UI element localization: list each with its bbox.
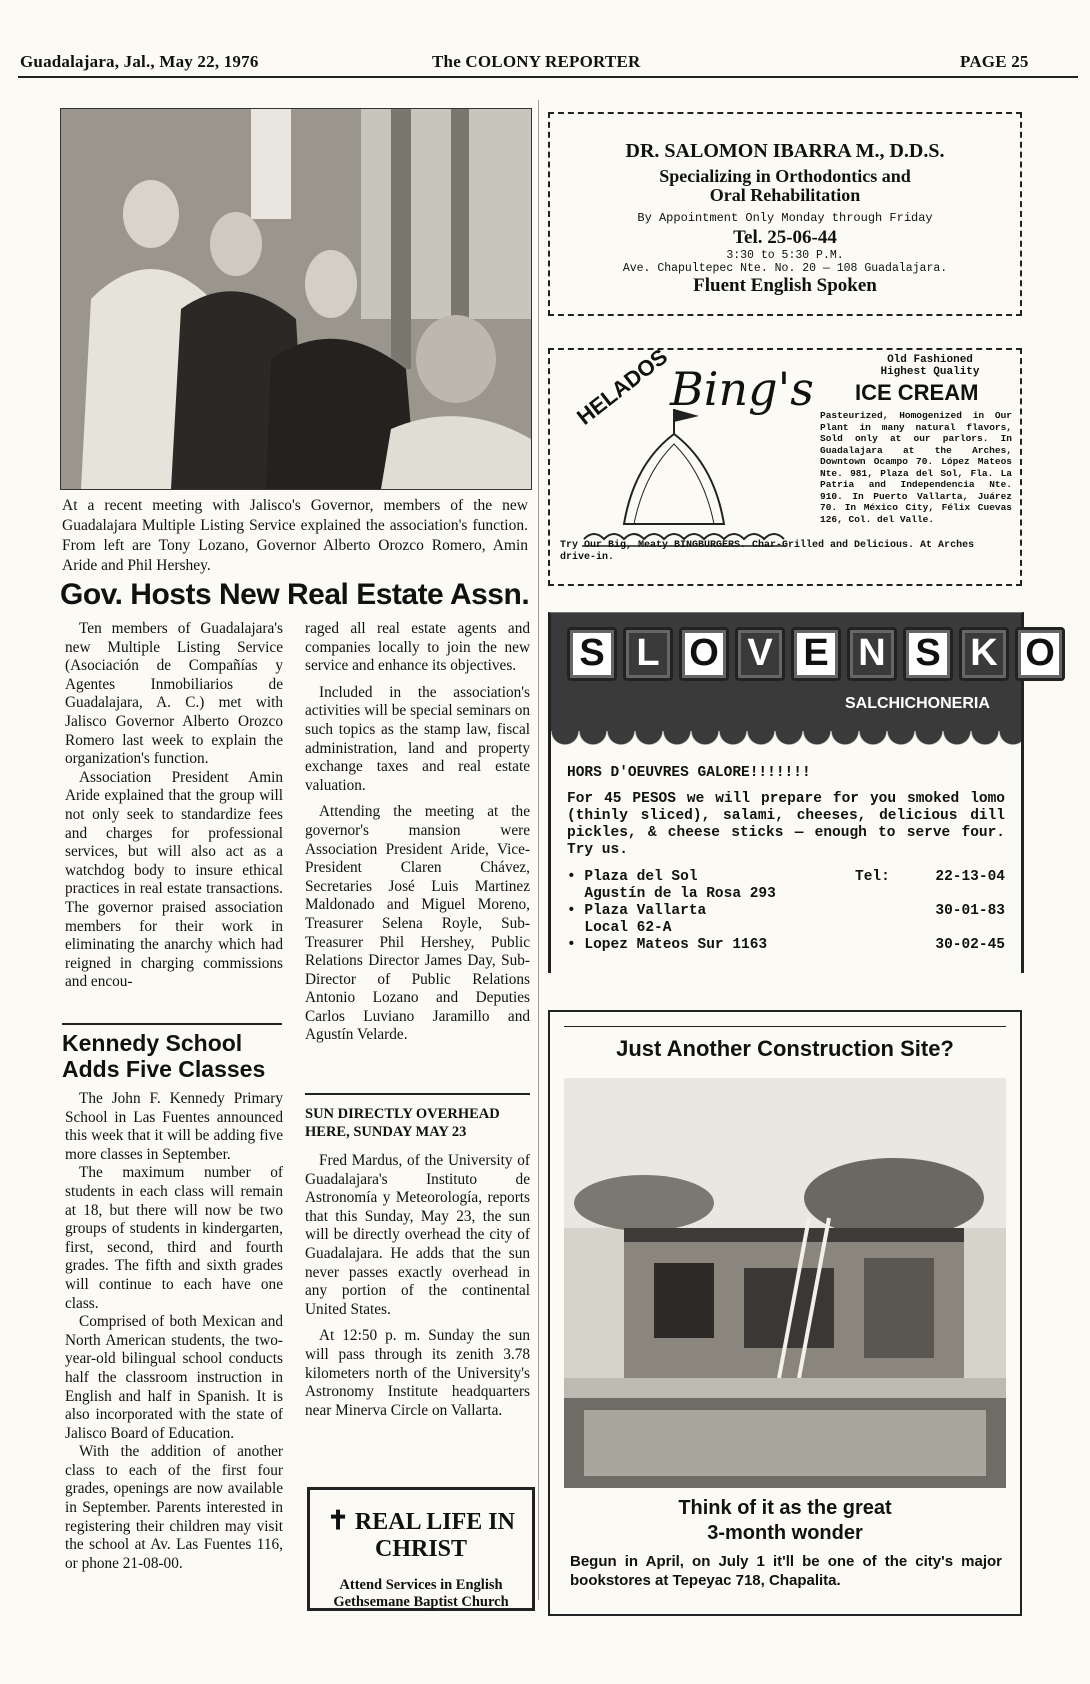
- kennedy-article: [65, 1090, 283, 1573]
- dentist-tel: Tel. 25-06-44: [733, 227, 837, 248]
- dentist-ad: [548, 112, 1022, 316]
- construction-headline: Just Another Construction Site?: [616, 1036, 954, 1061]
- location-tel-label: [855, 886, 915, 903]
- slovensko-letter-tile: N: [847, 627, 897, 681]
- dentist-spec2: Oral Rehabilitation: [709, 185, 861, 205]
- sun-headline: SUN DIRECTLY OVERHEAD HERE, SUNDAY MAY 23: [305, 1106, 500, 1140]
- location-tel: 30-02-45: [935, 937, 1005, 953]
- location-tel-label: Tel:: [855, 869, 890, 885]
- slovensko-letter-tile: V: [735, 627, 785, 681]
- dentist-appointment: By Appointment Only Monday through Friday: [637, 211, 933, 225]
- slovensko-sub: SALCHICHONERIA: [845, 695, 990, 712]
- slovensko-hors: HORS D'OEUVRES GALORE!!!!!!!: [567, 765, 811, 781]
- kennedy-headline: Kennedy School Adds Five Classes: [62, 1030, 266, 1082]
- slovensko-ad: [548, 612, 1055, 973]
- dentist-english: Fluent English Spoken: [693, 275, 877, 296]
- location-tel: 22-13-04: [935, 869, 1005, 885]
- location-tel: [915, 920, 1005, 937]
- bings-body: Pasteurized, Homogenized in Our Plant in many natural flavors, Sold only at our parlors. In Guadalajara at the Arches, Downtown Ocampo 70. López Mateos Nte. 981, Plaza del Sol, Fla. La Patria and Independencia Nte. 910. In Puerto Vallarta, Juárez 70. In México City, Félix Cuevas 126, Col. del Valle.: [820, 410, 1012, 525]
- article-paragraph: Included in the association's activities will be special seminars on such topics as the stamp law, fiscal administration, land and property exchange taxes and real estate valuation.: [305, 683, 530, 794]
- article-col-2: [305, 620, 530, 1045]
- dentist-address: Ave. Chapultepec Nte. No. 20 — 108 Guadalajara.: [622, 262, 948, 275]
- meeting-photo: [60, 108, 532, 490]
- location-name: Agustín de la Rosa 293: [567, 886, 776, 902]
- article-paragraph: Fred Mardus, of the University of Guadalajara's Instituto de Astronomía y Meteorología, reports that this Sunday, May 23, the sun will be directly overhead the city of Guadalajara. He adds that the sun never passes exactly overhead in any portion of the continental United States.: [305, 1152, 530, 1318]
- location-tel: 30-01-83: [935, 903, 1005, 919]
- article-paragraph: The John F. Kennedy Primary School in Las Fuentes announced this week that it will be adding five more classes in September.: [65, 1090, 283, 1163]
- bings-ice-cream: ICE CREAM: [855, 380, 979, 405]
- bings-helados: HELADOS: [572, 343, 673, 430]
- construction-think1: Think of it as the great: [678, 1497, 892, 1519]
- article-paragraph: The maximum number of students in each class will remain at 18, but there will now be two groups of students in kindergarten, first, second, third and fourth grades. The fifth and sixth grades will continue to each have one class.: [65, 1164, 283, 1312]
- dateline: Guadalajara, Jal., May 22, 1976: [20, 52, 259, 71]
- slovensko-letter-tile: S: [903, 627, 953, 681]
- real-life-line2: Gethsemane Baptist Church: [333, 1594, 509, 1610]
- slovensko-locations: [567, 869, 1005, 954]
- slovensko-letter-tile: S: [567, 627, 617, 681]
- location-name: • Lopez Mateos Sur 1163: [567, 937, 768, 953]
- dentist-name: DR. SALOMON IBARRA M., D.D.S.: [625, 140, 945, 162]
- location-row: [567, 886, 1005, 903]
- real-life-logo: ✝ REAL LIFE IN CHRIST: [327, 1506, 515, 1562]
- dentist-spec1: Specializing in Orthodontics and: [659, 166, 911, 186]
- slovensko-letter-tile: O: [679, 627, 729, 681]
- location-row: [567, 903, 1005, 920]
- slovensko-banner: [551, 613, 1055, 731]
- slovensko-letter-tile: O: [1015, 627, 1065, 681]
- bings-ad: [548, 343, 1022, 586]
- page-number: PAGE 25: [960, 52, 1029, 71]
- article-paragraph: raged all real estate agents and companies locally to join the new service and enhance its objectives.: [305, 620, 530, 675]
- dentist-hours: 3:30 to 5:30 P.M.: [726, 249, 844, 262]
- location-name: • Plaza Vallarta: [567, 903, 707, 919]
- sun-article: [305, 1152, 530, 1420]
- article-paragraph: Comprised of both Mexican and North American students, the two-year-old bilingual school conducts half the classroom instruction in English and half in Spanish. It is also incorporated with the state of Jalisco Board of Education.: [65, 1313, 283, 1442]
- location-row: [567, 937, 1005, 954]
- construction-ad: [548, 1010, 1022, 1616]
- article-paragraph: With the addition of another class to each of the first four grades, openings are now available in September. Parents interested in registering their children may visit the school at Av. Las Fuentes 116, or phone 21-08-00.: [65, 1443, 283, 1572]
- photo-caption: At a recent meeting with Jalisco's Governor, members of the new Guadalajara Multiple Listing Service explained the association's function. From left are Tony Lozano, Governor Alberto Orozco Romero, Amin Aride and Phil Hershey.: [62, 497, 528, 574]
- location-tel: [915, 886, 1005, 903]
- article-paragraph: Association President Amin Aride explained that the group will not only seek to standardize fees and charges for professional services, but will also act as a watchdog body to insure ethical practices in real estate transactions. The governor praised association members for their work in eliminating the anarchy which had reigned in charging commissions and encou-: [65, 768, 283, 991]
- article-paragraph: Ten members of Guadalajara's new Multiple Listing Service (Asociación de Compañías y Agentes Inmobiliarios de Guadalajara, A. C.) met with Jalisco Governor Alberto Orozco Romero last week to explain the organization's function.: [65, 620, 283, 768]
- article-paragraph: Attending the meeting at the governor's mansion were Association President Aride, Vice-President Claren Chávez, Secretaries José Luis Martinez Maldonado and Miguel Moreno, Treasurer Selena Royle, Sub-Treasurer Phil Hershey, Public Relations Director James Day, Sub-Director of Public Relations Antonio Lozano and Deputies Carlos Luviano Jaramillo and Agustín Velarde.: [305, 803, 530, 1044]
- location-name: • Plaza del Sol: [567, 869, 698, 885]
- slovensko-letter-tile: K: [959, 627, 1009, 681]
- construction-photo: [564, 1078, 1006, 1488]
- location-row: [567, 869, 1005, 886]
- main-headline: Gov. Hosts New Real Estate Assn.: [60, 578, 530, 611]
- location-tel-label: [855, 937, 915, 954]
- slovensko-letter-tile: E: [791, 627, 841, 681]
- location-tel-label: [855, 903, 915, 920]
- location-row: [567, 920, 1005, 937]
- newspaper-name: The COLONY REPORTER: [432, 52, 641, 71]
- real-life-line1: Attend Services in English: [339, 1577, 503, 1593]
- bings-old-fashioned: Old Fashioned: [887, 354, 973, 366]
- slovensko-letters: [567, 627, 1071, 681]
- bings-quality: Highest Quality: [880, 366, 980, 378]
- location-name: Local 62-A: [567, 920, 672, 936]
- construction-think2: 3-month wonder: [707, 1522, 863, 1544]
- article-col-1: [65, 620, 283, 992]
- real-life-ad: [307, 1487, 535, 1611]
- slovensko-body: For 45 PESOS we will prepare for you smoked lomo (thinly sliced), salami, cheeses, delicious dill pickles, & cheese sticks — enough to serve four. Try us.: [567, 791, 1005, 858]
- bings-script: Bing's: [670, 362, 814, 416]
- location-tel-label: [855, 920, 915, 937]
- construction-body: Begun in April, on July 1 it'll be one of the city's major bookstores at Tepeyac 718, Chapalita.: [570, 1553, 1002, 1589]
- bings-footer: Try Our Big, Meaty BINGBURGERS. Char-Grilled and Delicious. At Arches drive-in.: [560, 540, 975, 563]
- article-paragraph: At 12:50 p. m. Sunday the sun will pass through its zenith 3.78 kilometers north of the University's Astronomy Institute headquarters near Minerva Circle on Vallarta.: [305, 1327, 530, 1419]
- slovensko-letter-tile: L: [623, 627, 673, 681]
